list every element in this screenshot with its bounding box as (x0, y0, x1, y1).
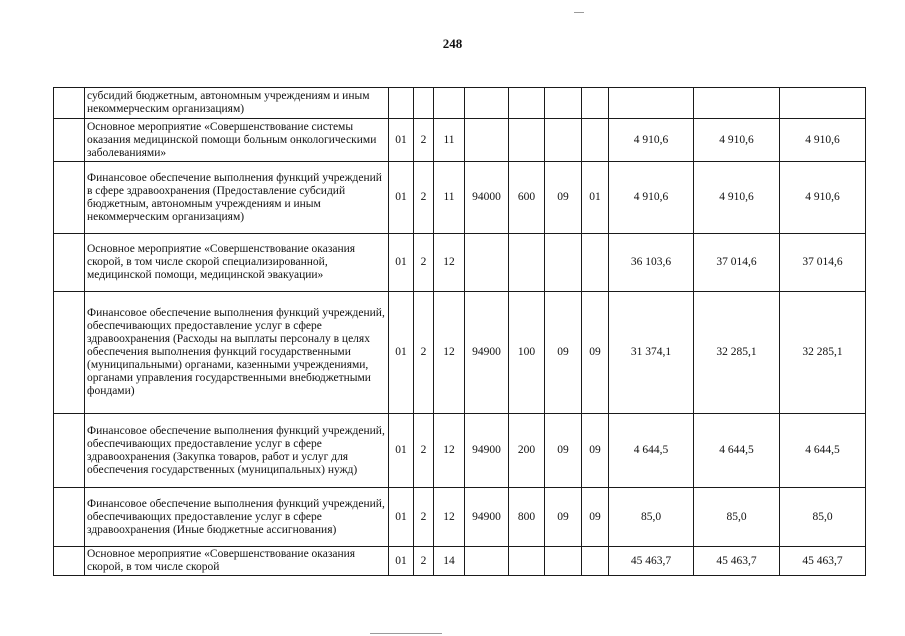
row-number-cell (54, 488, 85, 547)
year1-amount-cell: 36 103,6 (609, 234, 694, 292)
year1-amount-cell: 4 644,5 (609, 414, 694, 488)
year3-amount-cell: 85,0 (780, 488, 866, 547)
table-row (54, 414, 866, 488)
direction-code-cell (465, 119, 509, 162)
year3-amount-cell: 4 644,5 (780, 414, 866, 488)
year2-amount-cell: 4 910,6 (694, 162, 780, 234)
budget-table (53, 87, 866, 576)
subsection-cell (582, 119, 609, 162)
year2-amount-cell: 37 014,6 (694, 234, 780, 292)
year3-amount-cell: 45 463,7 (780, 547, 866, 576)
program-code-cell: 01 (389, 162, 414, 234)
subprogram-code-cell: 2 (414, 414, 434, 488)
section-cell: 09 (545, 162, 582, 234)
description-cell: Основное мероприятие «Совершенствование оказания скорой, в том числе скорой специализированной, медицинской помощи, медицинской эвакуации» (85, 234, 389, 292)
row-number-cell (54, 547, 85, 576)
direction-code-cell: 94900 (465, 292, 509, 414)
row-number-cell (54, 88, 85, 119)
subprogram-code-cell: 2 (414, 292, 434, 414)
year2-amount-cell (694, 88, 780, 119)
table-row (54, 162, 866, 234)
program-code-cell: 01 (389, 292, 414, 414)
activity-code-cell: 11 (434, 162, 465, 234)
expense-type-cell: 200 (509, 414, 545, 488)
subsection-cell (582, 547, 609, 576)
year1-amount-cell: 4 910,6 (609, 119, 694, 162)
table-row (54, 292, 866, 414)
year1-amount-cell (609, 88, 694, 119)
year2-amount-cell: 85,0 (694, 488, 780, 547)
year2-amount-cell: 45 463,7 (694, 547, 780, 576)
year1-amount-cell: 31 374,1 (609, 292, 694, 414)
expense-type-cell (509, 119, 545, 162)
expense-type-cell (509, 88, 545, 119)
section-cell: 09 (545, 292, 582, 414)
direction-code-cell (465, 547, 509, 576)
table-row (54, 547, 866, 576)
scan-artifact-top (574, 12, 584, 13)
year3-amount-cell: 4 910,6 (780, 119, 866, 162)
expense-type-cell: 600 (509, 162, 545, 234)
activity-code-cell: 12 (434, 234, 465, 292)
subsection-cell: 01 (582, 162, 609, 234)
description-cell: Финансовое обеспечение выполнения функций учреждений, обеспечивающих предоставление услуг в сфере здравоохранения (Расходы на выплаты персоналу в целях обеспечения выполнения функций государственными (муниципальными) органами, казенными учреждениями, органами управления государственными внебюджетными фондами) (85, 292, 389, 414)
subsection-cell: 09 (582, 488, 609, 547)
year3-amount-cell: 32 285,1 (780, 292, 866, 414)
row-number-cell (54, 234, 85, 292)
activity-code-cell: 11 (434, 119, 465, 162)
table-row (54, 88, 866, 119)
year3-amount-cell: 37 014,6 (780, 234, 866, 292)
activity-code-cell: 12 (434, 488, 465, 547)
row-number-cell (54, 119, 85, 162)
section-cell: 09 (545, 414, 582, 488)
subprogram-code-cell: 2 (414, 119, 434, 162)
subsection-cell (582, 88, 609, 119)
program-code-cell: 01 (389, 488, 414, 547)
activity-code-cell (434, 88, 465, 119)
table-row (54, 234, 866, 292)
direction-code-cell: 94900 (465, 488, 509, 547)
subsection-cell: 09 (582, 292, 609, 414)
activity-code-cell: 12 (434, 292, 465, 414)
description-cell: Финансовое обеспечение выполнения функций учреждений, обеспечивающих предоставление услуг в сфере здравоохранения (Иные бюджетные ассигнования) (85, 488, 389, 547)
direction-code-cell: 94900 (465, 414, 509, 488)
program-code-cell: 01 (389, 547, 414, 576)
subprogram-code-cell: 2 (414, 234, 434, 292)
subprogram-code-cell (414, 88, 434, 119)
subsection-cell (582, 234, 609, 292)
expense-type-cell (509, 234, 545, 292)
row-number-cell (54, 292, 85, 414)
year1-amount-cell: 4 910,6 (609, 162, 694, 234)
direction-code-cell (465, 88, 509, 119)
program-code-cell: 01 (389, 414, 414, 488)
direction-code-cell: 94000 (465, 162, 509, 234)
section-cell (545, 547, 582, 576)
year3-amount-cell: 4 910,6 (780, 162, 866, 234)
year2-amount-cell: 32 285,1 (694, 292, 780, 414)
expense-type-cell: 800 (509, 488, 545, 547)
activity-code-cell: 12 (434, 414, 465, 488)
expense-type-cell: 100 (509, 292, 545, 414)
program-code-cell: 01 (389, 234, 414, 292)
subprogram-code-cell: 2 (414, 488, 434, 547)
row-number-cell (54, 414, 85, 488)
row-number-cell (54, 162, 85, 234)
subprogram-code-cell: 2 (414, 547, 434, 576)
table-row (54, 119, 866, 162)
description-cell: Основное мероприятие «Совершенствование системы оказания медицинской помощи больным онкологическими заболеваниями» (85, 119, 389, 162)
description-cell: Финансовое обеспечение выполнения функций учреждений в сфере здравоохранения (Предоставление субсидий бюджетным, автономным учреждениям и иным некоммерческим организациям) (85, 162, 389, 234)
subsection-cell: 09 (582, 414, 609, 488)
year3-amount-cell (780, 88, 866, 119)
scan-artifact-bottom (370, 633, 442, 634)
direction-code-cell (465, 234, 509, 292)
description-cell: субсидий бюджетным, автономным учреждениям и иным некоммерческим организациям) (85, 88, 389, 119)
section-cell: 09 (545, 488, 582, 547)
section-cell (545, 234, 582, 292)
year2-amount-cell: 4 910,6 (694, 119, 780, 162)
subprogram-code-cell: 2 (414, 162, 434, 234)
table-row (54, 488, 866, 547)
expense-type-cell (509, 547, 545, 576)
year1-amount-cell: 85,0 (609, 488, 694, 547)
description-cell: Основное мероприятие «Совершенствование оказания скорой, в том числе скорой (85, 547, 389, 576)
section-cell (545, 88, 582, 119)
description-cell: Финансовое обеспечение выполнения функций учреждений, обеспечивающих предоставление услуг в сфере здравоохранения (Закупка товаров, работ и услуг для обеспечения государственных (муниципальных) нужд) (85, 414, 389, 488)
year1-amount-cell: 45 463,7 (609, 547, 694, 576)
program-code-cell (389, 88, 414, 119)
activity-code-cell: 14 (434, 547, 465, 576)
section-cell (545, 119, 582, 162)
page-number: 248 (442, 36, 463, 51)
program-code-cell: 01 (389, 119, 414, 162)
year2-amount-cell: 4 644,5 (694, 414, 780, 488)
